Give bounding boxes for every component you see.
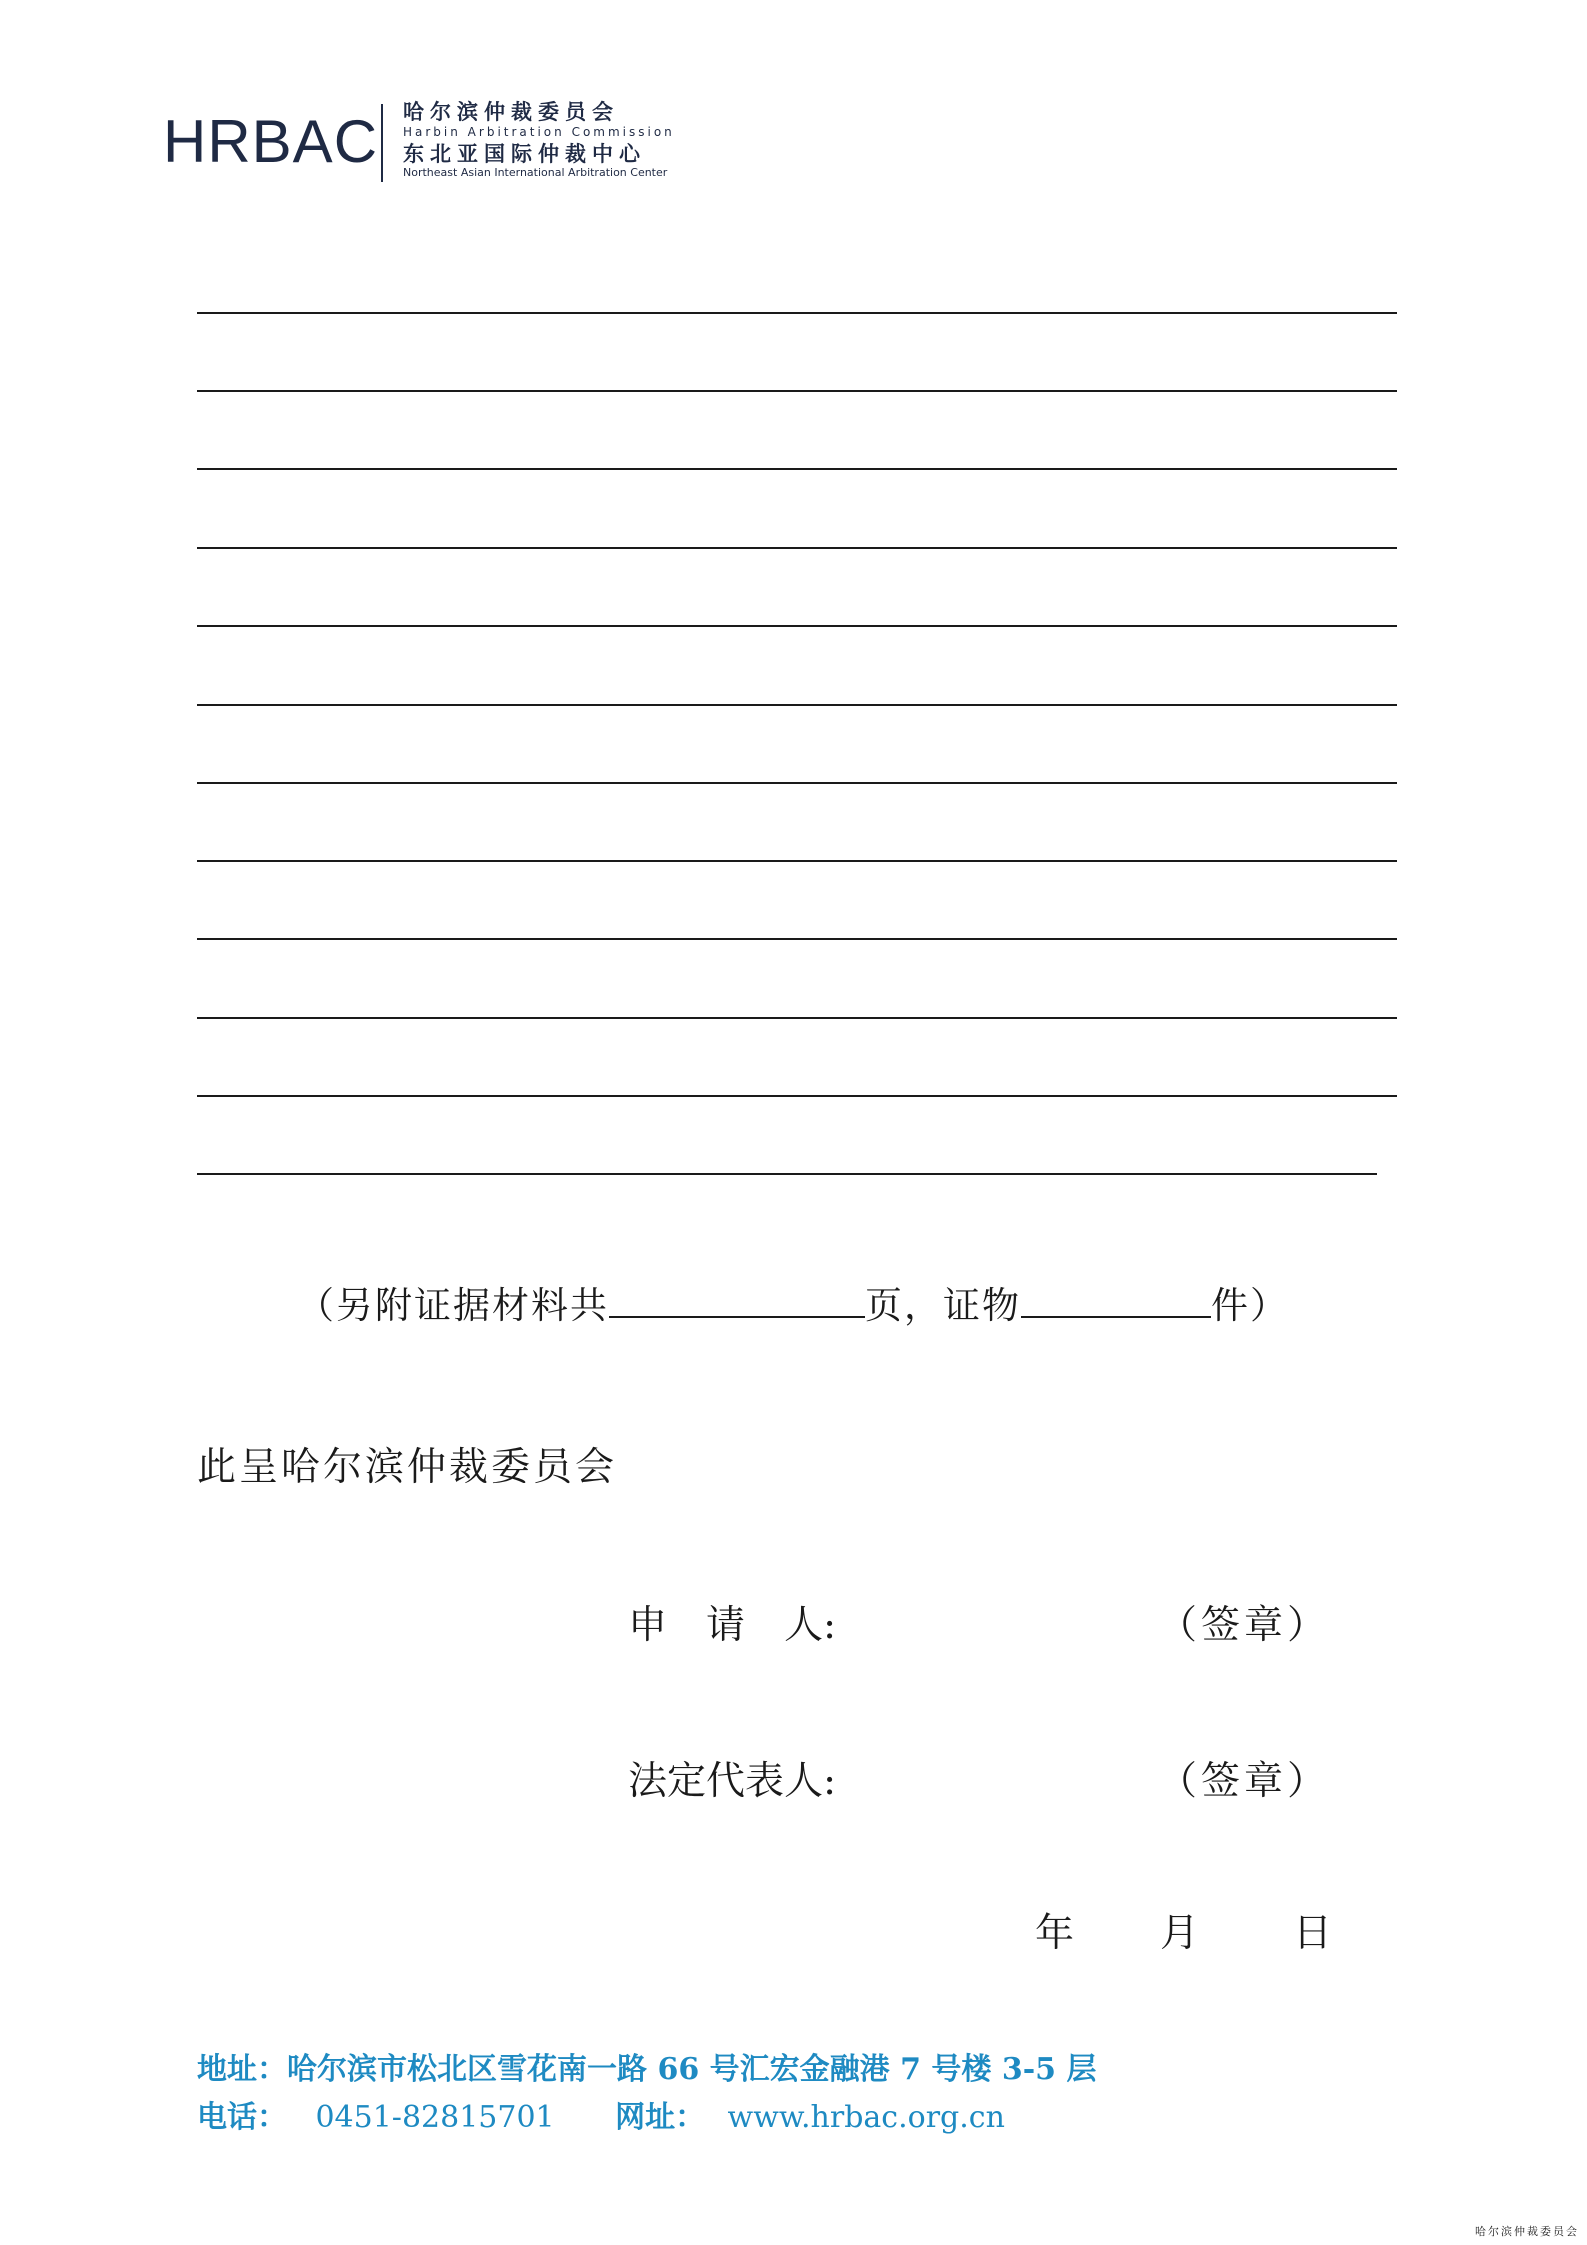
attachment-suffix: 件） <box>1211 1284 1289 1327</box>
footer-contact <box>197 2092 1005 2136</box>
logo-en-name-2: Northeast Asian International Arbitration Center <box>403 166 668 179</box>
ruled-line <box>197 1173 1377 1175</box>
addressee: 此呈哈尔滨仲裁委员会 <box>197 1445 618 1490</box>
web-label: 网址： <box>615 2100 706 2135</box>
logo-cn-name-1: 哈尔滨仲裁委员会 <box>403 100 619 124</box>
logo-cn-name-2: 东北亚国际仲裁中心 <box>403 142 646 166</box>
ruled-line <box>197 860 1397 862</box>
page-corner-label: 哈尔滨仲裁委员会 <box>1475 2225 1579 2238</box>
legal-representative-label: 法定代表人: <box>628 1759 837 1804</box>
phone-value: 0451-82815701 <box>315 2100 555 2135</box>
ruled-line <box>197 625 1397 627</box>
attachment-note <box>297 1276 1289 1330</box>
applicant-seal-field[interactable]: （签章） <box>1158 1603 1331 1648</box>
ruled-line <box>197 547 1397 549</box>
logo-divider <box>381 104 383 182</box>
ruled-line <box>197 312 1397 314</box>
evidence-pages-blank[interactable] <box>609 1276 865 1318</box>
web-link[interactable]: www.hrbac.org.cn <box>727 2100 1005 2135</box>
attachment-middle: 页，证物 <box>865 1284 1021 1327</box>
logo-text-block <box>403 100 675 180</box>
attachment-prefix: （另附证据材料共 <box>297 1284 609 1327</box>
phone-label: 电话： <box>197 2100 287 2135</box>
applicant-label: 申 请 人: <box>628 1603 837 1648</box>
logo-en-name-1: Harbin Arbitration Commission <box>403 125 675 139</box>
ruled-line <box>197 938 1397 940</box>
address-label: 地址： <box>197 2052 287 2087</box>
date-day[interactable]: 日 <box>1293 1911 1333 1956</box>
address-value: 哈尔滨市松北区雪花南一路 66 号汇宏金融港 7 号楼 3-5 层 <box>287 2052 1097 2087</box>
ruled-line <box>197 704 1397 706</box>
ruled-line <box>197 1095 1397 1097</box>
ruled-line <box>197 468 1397 470</box>
legal-representative-seal-field[interactable]: （签章） <box>1158 1759 1331 1804</box>
date-year[interactable]: 年 <box>1035 1911 1075 1956</box>
ruled-line <box>197 782 1397 784</box>
date-month[interactable]: 月 <box>1160 1911 1200 1956</box>
exhibits-count-blank[interactable] <box>1021 1276 1211 1318</box>
logo-mark: HRBAC <box>163 108 379 175</box>
ruled-line <box>197 390 1397 392</box>
footer-address <box>197 2044 1097 2088</box>
ruled-line <box>197 1017 1397 1019</box>
hrbac-logo <box>163 100 723 190</box>
